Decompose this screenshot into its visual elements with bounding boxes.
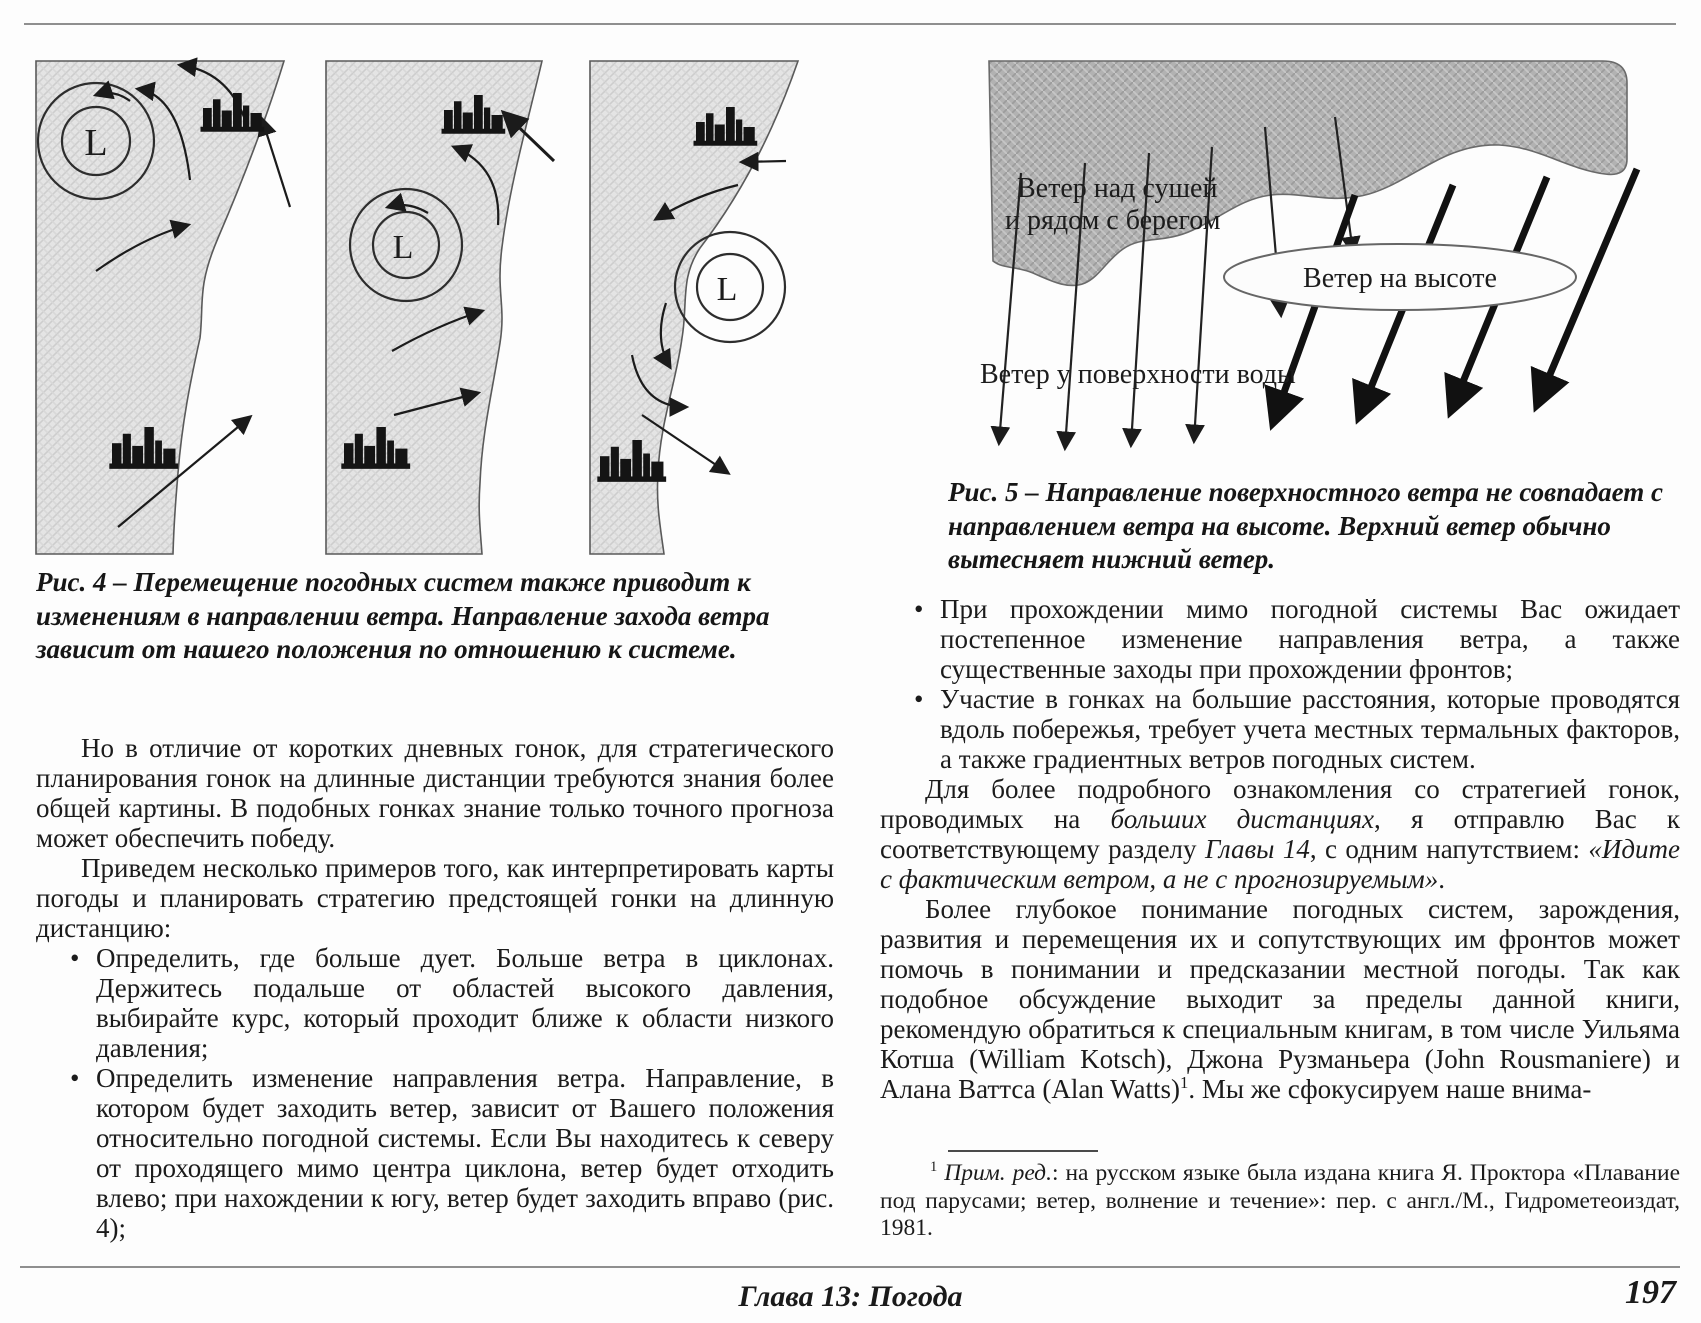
paragraph: Приведем несколько примеров того, как интерпретировать карты погоды и планировать стратегию предстоящей гонки на длинную дистанцию: — [36, 853, 834, 943]
surface-wind-label: Ветер у поверхности воды — [980, 359, 1296, 390]
low-pressure-label: L — [392, 229, 414, 266]
figure4-panel-2 — [326, 61, 554, 554]
figure4-panel-3 — [590, 61, 798, 554]
footer-rule — [20, 1266, 1680, 1268]
page-number: 197 — [1625, 1274, 1676, 1311]
aloft-wind-label: Ветер на высоте — [1303, 263, 1497, 294]
footnote — [880, 1160, 1680, 1243]
top-rule — [24, 23, 1676, 25]
figure5-wind-direction — [935, 55, 1697, 457]
bullet-list — [880, 594, 1680, 774]
paragraph: Для более подробного ознакомления со стратегией гонок, проводимых на больших дистанциях, я отправлю Вас к соответствующему разделу Главы 14, с одним напутствием: «Идите с фактическим ветром, а не с прогнозируемым». — [880, 774, 1680, 894]
figure4-weather-systems — [30, 55, 840, 560]
land-mass — [326, 61, 542, 554]
land-mass — [36, 61, 284, 554]
paragraph: Но в отличие от коротких дневных гонок, для стратегического планирования гонок на длинные дистанции требуются знания более общей картины. В подобных гонках знание только точного прогноза может обеспечить победу. — [36, 733, 834, 853]
left-column — [36, 733, 834, 1243]
bullet-item: • Определить, где больше дует. Больше ветра в циклонах. Держитесь подальше от областей высокого давления, выбирайте курс, который проходит ближе к области низкого давления; — [96, 943, 834, 1063]
figure5-caption: Рис. 5 – Направление поверхностного ветра не совпадает с направлением ветра на высоте. Верхний ветер обычно вытесняет нижний ветер. — [948, 477, 1664, 574]
low-pressure-label: L — [84, 122, 108, 164]
footnote-rule — [948, 1150, 1098, 1152]
footnote-text: $^1$ Прим. ред.: на русском языке была издана книга Я. Проктора «Плавание под парусами; ветер, волнение и течение»: пер. с англ./М., Гидрометеоиздат, 1981. — [880, 1159, 1680, 1241]
bullet-item: • Определить изменение направления ветра. Направление, в котором будет заходить ветер, зависит от Вашего положения относительно погодной системы. Если Вы находитесь к северу от проходящего мимо центра циклона, ветер будет отходить влево; при нахождении к югу, ветер будет заходить вправо (рис. 4); — [96, 1063, 834, 1243]
figure4-panel-1 — [36, 61, 290, 554]
paragraph: Более глубокое понимание погодных систем, зарождения, развития и перемещения их и сопутствующих им фронтов может помочь в понимании и предсказании местной погоды. Так как подобное обсуждение выходит за пределы данной книги, рекомендую обратиться к специальным книгам, в том числе Уильяма Котша (William Kotsch), Джона Рузманьера (John Rousmaniere) и Алана Ваттса (Alan Watts)$^1$. Мы же сфокусируем наше внима- — [880, 894, 1680, 1104]
bullet-item: • Участие в гонках на большие расстояния, которые проводятся вдоль побережья, требует учета местных термальных факторов, а также градиентных ветров погодных систем. — [940, 684, 1680, 774]
right-column — [880, 594, 1680, 1104]
land-wind-label-line1: Ветер над сушей — [1017, 173, 1218, 204]
footer-chapter-title: Глава 13: Погода — [738, 1280, 963, 1313]
land-wind-label-line2: и рядом с берегом — [1005, 205, 1221, 236]
low-pressure-label: L — [716, 271, 738, 308]
bullet-list — [36, 943, 834, 1243]
figure4-caption: Рис. 4 – Перемещение погодных систем также приводит к изменениям в направлении ветра. Направление захода ветра зависит от нашего положения по отношению к системе. — [36, 567, 770, 664]
bullet-item: • При прохождении мимо погодной системы Вас ожидает постепенное изменение направления ветра, а также существенные заходы при прохождении фронтов; — [940, 594, 1680, 684]
